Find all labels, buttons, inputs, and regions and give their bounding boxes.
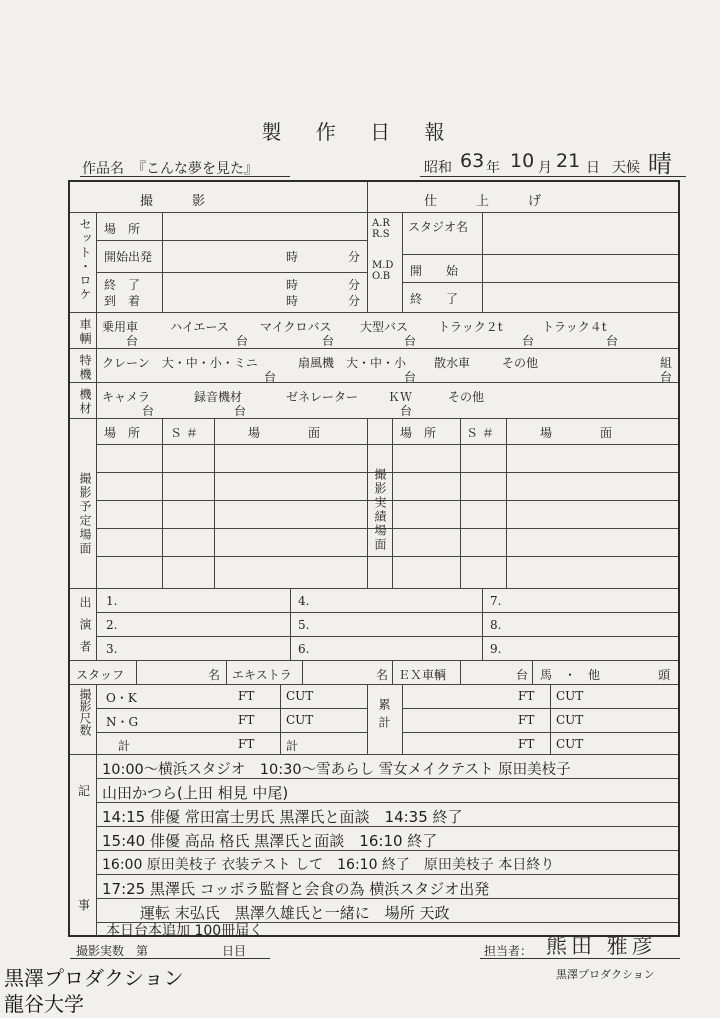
vehicle-truck-2t: トラック２t <box>438 320 503 334</box>
ft-5: FT <box>518 713 535 727</box>
staff-name-unit: 名 <box>208 668 221 682</box>
vehicles-label: 車輌 <box>78 318 92 346</box>
day-value: 21 <box>556 150 581 172</box>
scene-s-header-2: Ｓ ＃ <box>466 426 494 440</box>
ex-vehicle-unit: 台 <box>516 668 529 682</box>
ft-2: FT <box>238 713 255 727</box>
hour-1: 時 <box>286 250 299 264</box>
equipment-label: 機材 <box>78 388 92 416</box>
cast-7: 7. <box>490 594 502 608</box>
vehicle-unit-2: 台 <box>236 334 249 348</box>
scene-place-header-2: 場 所 <box>400 426 437 440</box>
cast-1: 1. <box>106 594 118 608</box>
ex-vehicle-label: ＥＸ車輌 <box>398 668 447 682</box>
vehicle-unit-3: 台 <box>322 334 335 348</box>
scene-place-header-1: 場 所 <box>104 426 141 440</box>
note-line-2: 山田かつら(上田 相見 中尾) <box>102 784 289 802</box>
notes-label-bottom: 事 <box>78 898 91 912</box>
scene-s-header-1: Ｓ ＃ <box>170 426 198 440</box>
extra-label: エキストラ <box>232 668 292 682</box>
note-line-7: 運転 末弘氏 黒澤久雄氏と一緒に 場所 天政 <box>140 904 450 922</box>
vehicle-unit-1: 台 <box>126 334 139 348</box>
planned-scenes-label: 撮影予定場面 <box>78 472 92 556</box>
company-name: 黒澤プロダクション <box>556 968 655 981</box>
vehicle-unit-5: 台 <box>522 334 535 348</box>
kw-label: ＫＷ <box>388 390 413 404</box>
day-label: 日 <box>586 160 600 176</box>
footage-label: 撮影尺数 <box>78 688 92 736</box>
weather-label: 天候 <box>612 160 640 176</box>
cast-9: 9. <box>490 642 502 656</box>
year-label: 年 <box>486 160 500 176</box>
minute-3: 分 <box>348 294 361 308</box>
note-line-6: 17:25 黒澤氏 コッポラ監督と会食の為 横浜スタジオ出発 <box>102 880 490 898</box>
footage-ng: N・G <box>106 715 139 729</box>
cast-5: 5. <box>298 618 310 632</box>
footage-total: 計 <box>118 739 131 753</box>
set-location-label: セット・ロケ <box>78 218 92 302</box>
cut-4: CUT <box>556 689 584 703</box>
special-unit-2: 台 <box>404 370 417 384</box>
watermark-line-2: 龍谷大学 <box>4 992 84 1016</box>
shoot-days-label: 撮影実数 第 <box>76 944 149 958</box>
page-title: 製 作 日 報 <box>261 120 459 144</box>
ft-4: FT <box>518 689 535 703</box>
scene-header-2: 場 面 <box>540 426 613 440</box>
note-line-1: 10:00～横浜スタジオ 10:30～雪あらし 雪女メイクテスト 原田美枝子 <box>102 762 571 778</box>
scene-header-1: 場 面 <box>248 426 321 440</box>
ars-label: A.R R.S <box>372 218 390 240</box>
cut-6: CUT <box>556 737 584 751</box>
report-form <box>68 180 680 937</box>
staff-label: スタッフ <box>76 668 125 682</box>
actual-scenes-label: 撮影実績場面 <box>373 468 387 552</box>
sound-label: 録音機材 <box>194 390 243 404</box>
month-label: 月 <box>538 160 552 176</box>
cast-2: 2. <box>106 618 118 632</box>
work-name-value: 『こんな夢を見た』 <box>132 161 258 177</box>
cut-2: CUT <box>286 713 314 727</box>
special-other-label: その他 <box>502 356 539 370</box>
cast-3: 3. <box>106 642 118 656</box>
equipment-unit-1: 台 <box>142 404 155 418</box>
hour-3: 時 <box>286 294 299 308</box>
note-line-8: 本日台本追加 100冊届く <box>106 923 264 939</box>
work-name-underline <box>80 176 290 177</box>
head-unit: 頭 <box>658 668 671 682</box>
equipment-unit-3: 台 <box>400 404 413 418</box>
minute-2: 分 <box>348 278 361 292</box>
footage-total-2: 計 <box>286 739 299 753</box>
finish-label: 終 了 <box>410 292 459 306</box>
month-value: 10 <box>510 150 535 172</box>
shoot-days-underline <box>70 958 270 959</box>
special-unit-3: 台 <box>660 370 673 384</box>
special-equipment-label: 特機 <box>78 354 92 382</box>
notes-label-top: 記 <box>78 784 91 798</box>
note-line-3: 14:15 俳優 常田富士男氏 黒澤氏と面談 14:35 終了 <box>102 808 463 826</box>
footage-ok: O・K <box>106 691 137 705</box>
note-line-4: 15:40 俳優 高品 格氏 黒澤氏と面談 16:10 終了 <box>102 832 438 850</box>
ft-3: FT <box>238 737 255 751</box>
era-label: 昭和 <box>424 160 452 176</box>
person-label: 担当者： <box>484 944 533 958</box>
vehicle-bus: 大型バス <box>360 320 409 334</box>
vehicle-unit-4: 台 <box>404 334 417 348</box>
place-label: 場 所 <box>104 222 141 236</box>
shooting-header: 撮 影 <box>140 194 206 209</box>
set-unit: 組 <box>660 356 673 370</box>
sprinkler-label: 散水車 <box>434 356 471 370</box>
equipment-unit-2: 台 <box>234 404 247 418</box>
departure-label: 開始出発 <box>104 250 153 264</box>
work-name-label: 作品名 <box>82 161 124 177</box>
hour-2: 時 <box>286 278 299 292</box>
finishing-header: 仕 上 げ <box>424 194 542 209</box>
generator-label: ゼネレーター <box>286 390 359 404</box>
day-suffix: 日目 <box>222 944 247 958</box>
cast-8: 8. <box>490 618 502 632</box>
ft-6: FT <box>518 737 535 751</box>
fan-label: 扇風機 大・中・小 <box>298 356 407 370</box>
ft-1: FT <box>238 689 255 703</box>
equipment-other-label: その他 <box>448 390 485 404</box>
arrival-label: 到 着 <box>104 294 141 308</box>
special-unit-1: 台 <box>264 370 277 384</box>
cast-6: 6. <box>298 642 310 656</box>
cast-4: 4. <box>298 594 310 608</box>
cut-1: CUT <box>286 689 314 703</box>
end-label: 終 了 <box>104 278 141 292</box>
camera-label: キャメラ <box>102 390 151 404</box>
studio-name-label: スタジオ名 <box>408 220 469 234</box>
horse-other-label: 馬 ・ 他 <box>540 668 601 682</box>
cumulative-label: 累計 <box>377 698 391 734</box>
vehicle-car: 乗用車 <box>102 320 139 334</box>
person-underline <box>480 958 680 959</box>
vehicle-unit-6: 台 <box>606 334 619 348</box>
vehicle-truck-4t: トラック４t <box>542 320 607 334</box>
vehicle-microbus: マイクロバス <box>260 320 332 334</box>
extra-name-unit: 名 <box>376 668 389 682</box>
person-name: 熊田 雅彦 <box>546 934 657 958</box>
vehicle-hiace: ハイエース <box>170 320 229 334</box>
watermark-line-1: 黒澤プロダクション <box>4 966 184 990</box>
cast-label: 出演者 <box>78 596 92 662</box>
year-value: 63 <box>460 150 485 172</box>
crane-label: クレーン 大・中・小・ミニ <box>102 356 258 370</box>
start-label: 開 始 <box>410 264 459 278</box>
cut-5: CUT <box>556 713 584 727</box>
weather-value: 晴 <box>648 150 672 178</box>
note-line-5: 16:00 原田美枝子 衣装テスト して 16:10 終了 原田美枝子 本日終り <box>102 857 555 873</box>
minute-1: 分 <box>348 250 361 264</box>
mdob-label: M.D O.B <box>372 260 394 282</box>
date-underline <box>420 176 686 177</box>
